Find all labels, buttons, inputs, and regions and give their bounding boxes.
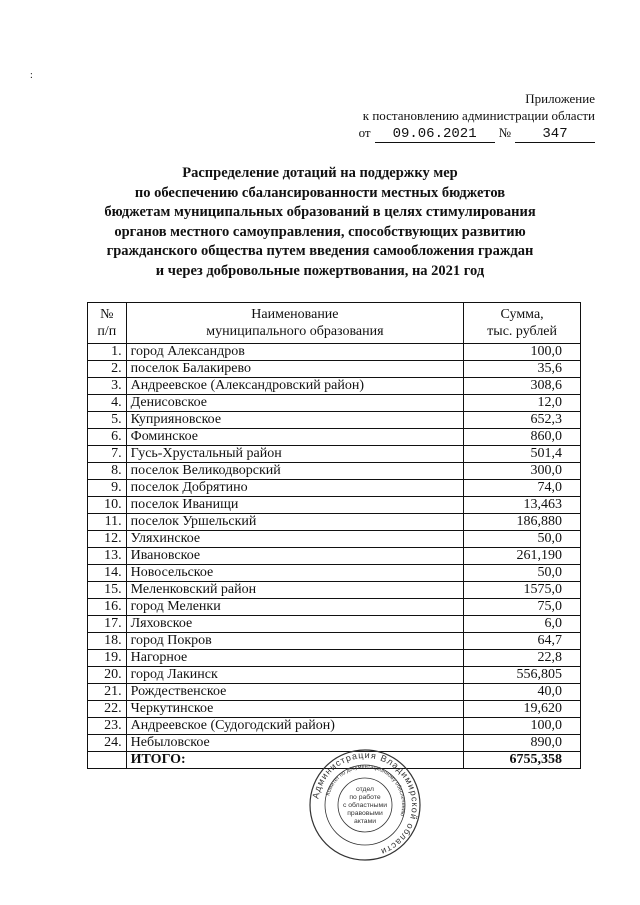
row-sum: 261,190 bbox=[464, 548, 581, 565]
row-sum: 501,4 bbox=[464, 446, 581, 463]
appendix-date-line bbox=[359, 124, 595, 143]
table-row bbox=[88, 446, 581, 463]
row-sum: 75,0 bbox=[464, 599, 581, 616]
table-row bbox=[88, 701, 581, 718]
row-name: поселок Добрятино bbox=[126, 480, 464, 497]
row-number: 18. bbox=[88, 633, 127, 650]
row-name: Ивановское bbox=[126, 548, 464, 565]
stamp-line: актами bbox=[353, 818, 377, 825]
table-row bbox=[88, 361, 581, 378]
row-name: поселок Уршельский bbox=[126, 514, 464, 531]
appendix-ref: к постановлению администрации области bbox=[362, 108, 595, 123]
row-name: поселок Иванищи bbox=[126, 497, 464, 514]
row-number: 7. bbox=[88, 446, 127, 463]
header-sum bbox=[464, 303, 581, 344]
appendix-label: Приложение bbox=[525, 91, 595, 106]
total-number bbox=[88, 752, 127, 769]
row-sum: 19,620 bbox=[464, 701, 581, 718]
header-number-line1: № bbox=[100, 307, 114, 322]
row-sum: 13,463 bbox=[464, 497, 581, 514]
title-line: гражданского общества путем введения самообложения граждан bbox=[106, 243, 534, 259]
row-name: Новосельское bbox=[126, 565, 464, 582]
row-number: 20. bbox=[88, 667, 127, 684]
scan-speck: : bbox=[30, 70, 33, 81]
row-sum: 186,880 bbox=[464, 514, 581, 531]
row-number: 19. bbox=[88, 650, 127, 667]
row-sum: 50,0 bbox=[464, 565, 581, 582]
title-line: Распределение дотаций на поддержку мер bbox=[182, 165, 458, 181]
row-name: Гусь-Хрустальный район bbox=[126, 446, 464, 463]
stamp-line: с областными bbox=[342, 802, 388, 809]
row-name: Уляхинское bbox=[126, 531, 464, 548]
stamp-line: правовыми bbox=[347, 810, 383, 817]
table-row bbox=[88, 582, 581, 599]
appendix-block bbox=[359, 90, 595, 143]
row-name: Нагорное bbox=[126, 650, 464, 667]
row-number: 16. bbox=[88, 599, 127, 616]
row-sum: 1575,0 bbox=[464, 582, 581, 599]
row-name: Небыловское bbox=[126, 735, 464, 752]
row-sum: 40,0 bbox=[464, 684, 581, 701]
header-name-line2: муниципального образования bbox=[206, 324, 384, 339]
row-number: 4. bbox=[88, 395, 127, 412]
decree-number: 347 bbox=[515, 126, 595, 143]
table-body bbox=[88, 344, 581, 769]
header-number bbox=[88, 303, 127, 344]
table-row bbox=[88, 480, 581, 497]
official-stamp bbox=[308, 748, 422, 862]
row-number: 2. bbox=[88, 361, 127, 378]
header-sum-line2: тыс. рублей bbox=[487, 324, 558, 339]
row-name: Андреевское (Александровский район) bbox=[126, 378, 464, 395]
header-sum-line1: Сумма, bbox=[500, 307, 544, 322]
row-name: город Лакинск bbox=[126, 667, 464, 684]
row-name: Фоминское bbox=[126, 429, 464, 446]
header-number-line2: п/п bbox=[97, 324, 117, 339]
row-sum: 652,3 bbox=[464, 412, 581, 429]
document-title bbox=[0, 164, 640, 281]
row-name: Черкутинское bbox=[126, 701, 464, 718]
row-number: 24. bbox=[88, 735, 127, 752]
table-row bbox=[88, 378, 581, 395]
row-name: Рождественское bbox=[126, 684, 464, 701]
row-number: 15. bbox=[88, 582, 127, 599]
row-number: 6. bbox=[88, 429, 127, 446]
table-row bbox=[88, 667, 581, 684]
table-row bbox=[88, 650, 581, 667]
table-row bbox=[88, 548, 581, 565]
total-label: ИТОГО: bbox=[126, 752, 464, 769]
row-name: город Покров bbox=[126, 633, 464, 650]
row-sum: 860,0 bbox=[464, 429, 581, 446]
row-name: Денисовское bbox=[126, 395, 464, 412]
table-row bbox=[88, 429, 581, 446]
row-number: 5. bbox=[88, 412, 127, 429]
row-sum: 12,0 bbox=[464, 395, 581, 412]
distribution-table bbox=[87, 302, 581, 769]
table-row bbox=[88, 514, 581, 531]
row-name: Ляховское bbox=[126, 616, 464, 633]
header-name bbox=[126, 303, 464, 344]
row-sum: 890,0 bbox=[464, 735, 581, 752]
row-number: 21. bbox=[88, 684, 127, 701]
header-name-line1: Наименование bbox=[251, 307, 339, 322]
table-row bbox=[88, 412, 581, 429]
row-sum: 100,0 bbox=[464, 344, 581, 361]
row-name: поселок Великодворский bbox=[126, 463, 464, 480]
table-row bbox=[88, 463, 581, 480]
row-number: 11. bbox=[88, 514, 127, 531]
row-number: 17. bbox=[88, 616, 127, 633]
row-number: 3. bbox=[88, 378, 127, 395]
stamp-outer-text: Администрация Владимирской области bbox=[310, 749, 421, 858]
from-label: от bbox=[358, 125, 371, 140]
row-name: Куприяновское bbox=[126, 412, 464, 429]
row-sum: 556,805 bbox=[464, 667, 581, 684]
table-row bbox=[88, 531, 581, 548]
row-number: 1. bbox=[88, 344, 127, 361]
row-name: Меленковский район bbox=[126, 582, 464, 599]
table-row bbox=[88, 616, 581, 633]
title-line: по обеспечению сбалансированности местных бюджетов bbox=[134, 184, 506, 201]
row-number: 9. bbox=[88, 480, 127, 497]
row-sum: 22,8 bbox=[464, 650, 581, 667]
title-line: бюджетам муниципальных образований в целях стимулирования bbox=[104, 204, 536, 220]
row-number: 8. bbox=[88, 463, 127, 480]
table-row bbox=[88, 395, 581, 412]
number-sign: № bbox=[498, 125, 511, 140]
row-sum: 74,0 bbox=[464, 480, 581, 497]
row-sum: 6,0 bbox=[464, 616, 581, 633]
title-line: органов местного самоуправления, способствующих развитию bbox=[114, 223, 526, 240]
row-name: город Меленки bbox=[126, 599, 464, 616]
row-sum: 100,0 bbox=[464, 718, 581, 735]
row-name: город Александров bbox=[126, 344, 464, 361]
row-number: 23. bbox=[88, 718, 127, 735]
decree-date: 09.06.2021 bbox=[375, 126, 495, 143]
row-number: 12. bbox=[88, 531, 127, 548]
table-row bbox=[88, 344, 581, 361]
stamp-line: отдел bbox=[355, 786, 375, 793]
row-sum: 35,6 bbox=[464, 361, 581, 378]
row-number: 22. bbox=[88, 701, 127, 718]
table-row bbox=[88, 565, 581, 582]
row-sum: 308,6 bbox=[464, 378, 581, 395]
title-line: и через добровольные пожертвования, на 2021 год bbox=[155, 262, 485, 279]
table-row bbox=[88, 599, 581, 616]
row-number: 10. bbox=[88, 497, 127, 514]
row-sum: 64,7 bbox=[464, 633, 581, 650]
table-row bbox=[88, 497, 581, 514]
table-header-row bbox=[88, 303, 581, 344]
row-sum: 50,0 bbox=[464, 531, 581, 548]
row-sum: 300,0 bbox=[464, 463, 581, 480]
table-row bbox=[88, 684, 581, 701]
row-number: 14. bbox=[88, 565, 127, 582]
row-number: 13. bbox=[88, 548, 127, 565]
stamp-line: по работе bbox=[349, 794, 381, 801]
row-name: Андреевское (Судогодский район) bbox=[126, 718, 464, 735]
row-name: поселок Балакирево bbox=[126, 361, 464, 378]
table-row bbox=[88, 718, 581, 735]
table-row bbox=[88, 633, 581, 650]
total-sum: 6755,358 bbox=[464, 752, 581, 769]
stamp-inner-arc-text: Комитет по документационному обеспечению bbox=[325, 763, 407, 817]
